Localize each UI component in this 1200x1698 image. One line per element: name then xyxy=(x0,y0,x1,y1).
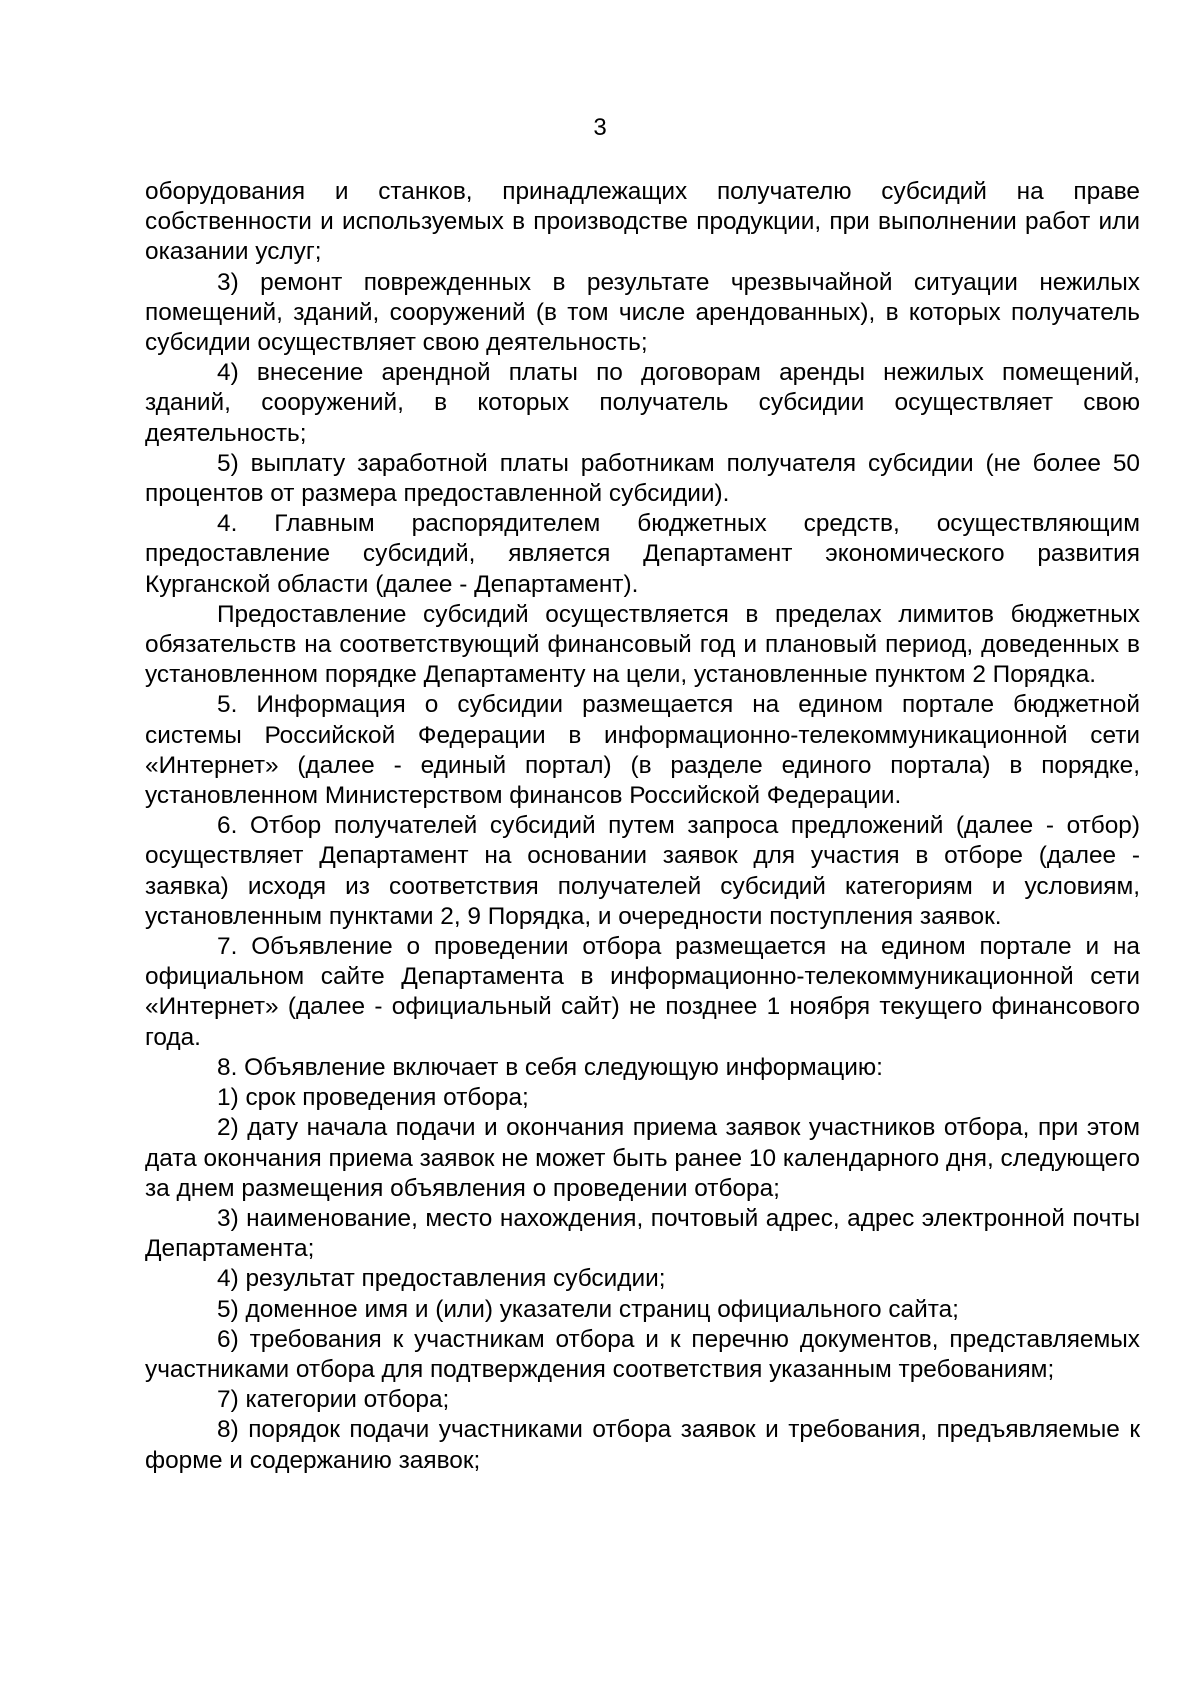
paragraph-item-4-rent: 4) внесение арендной платы по договорам аренды нежилых помещений, зданий, сооружений, в которых получатель субсидии осуществляет свою деятельность; xyxy=(145,359,1140,447)
paragraph-clause-4: 4. Главным распорядителем бюджетных средств, осуществляющим предоставление субсидий, является Департамент экономического развития Курганской области (далее - Департамент). xyxy=(145,510,1140,598)
paragraph-subitem-7: 7) категории отбора; xyxy=(217,1386,450,1414)
paragraph-subitem-8: 8) порядок подачи участниками отбора заявок и требования, предъявляемые к форме и содержанию заявок; xyxy=(145,1416,1140,1474)
paragraph-clause-7: 7. Объявление о проведении отбора размещается на едином портале и на официальном сайте Департамента в информационно-телекоммуникационной сети «Интернет» (далее - официальный сайт) не позднее 1 ноября текущего финансового года. xyxy=(145,933,1140,1051)
paragraph-subitem-6: 6) требования к участникам отбора и к перечню документов, представляемых участниками отбора для подтверждения соответствия указанным требованиям; xyxy=(145,1325,1140,1383)
paragraph-continuation: оборудования и станков, принадлежащих получателю субсидий на праве собственности и используемых в производстве продукции, при выполнении работ или оказании услуг; xyxy=(145,178,1140,266)
paragraph-clause-5: 5. Информация о субсидии размещается на едином портале бюджетной системы Российской Федерации в информационно-телекоммуникационной сети «Интернет» (далее - единый портал) (в разделе единого портала) в порядке, установленном Министерством финансов Российской Федерации. xyxy=(145,691,1140,810)
paragraph-clause-6: 6. Отбор получателей субсидий путем запроса предложений (далее - отбор) осуществляет Департамент на основании заявок для участия в отборе (далее - заявка) исходя из соответствия получателей субсидий категориям и условиям, установленным пунктами 2, 9 Порядка, и очередности поступления заявок. xyxy=(145,812,1140,930)
paragraph-subitem-2: 2) дату начала подачи и окончания приема заявок участников отбора, при этом дата окончания приема заявок не может быть ранее 10 календарного дня, следующего за днем размещения объявления о проведении отбора; xyxy=(145,1114,1140,1202)
document-body xyxy=(145,177,1140,1476)
paragraph-subitem-3: 3) наименование, место нахождения, почтовый адрес, адрес электронной почты Департамента; xyxy=(145,1204,1140,1263)
paragraph-item-5-wages: 5) выплату заработной платы работникам получателя субсидии (не более 50 процентов от размера предоставленной субсидии). xyxy=(145,449,1140,508)
paragraph-item-3-repair: 3) ремонт поврежденных в результате чрезвычайной ситуации нежилых помещений, зданий, сооружений (в том числе арендованных), в которых получатель субсидии осуществляет свою деятельность; xyxy=(145,268,1140,357)
paragraph-subitem-5: 5) доменное имя и (или) указатели страниц официального сайта; xyxy=(217,1295,959,1323)
paragraph-limits: Предоставление субсидий осуществляется в пределах лимитов бюджетных обязательств на соответствующий финансовый год и плановый период, доведенных в установленном порядке Департаменту на цели, установленные пунктом 2 Порядка. xyxy=(145,600,1140,689)
paragraph-subitem-1: 1) срок проведения отбора; xyxy=(217,1084,529,1112)
page-number: 3 xyxy=(593,114,607,141)
paragraph-subitem-4: 4) результат предоставления субсидии; xyxy=(217,1265,666,1293)
paragraph-clause-8: 8. Объявление включает в себя следующую информацию: xyxy=(217,1053,883,1081)
